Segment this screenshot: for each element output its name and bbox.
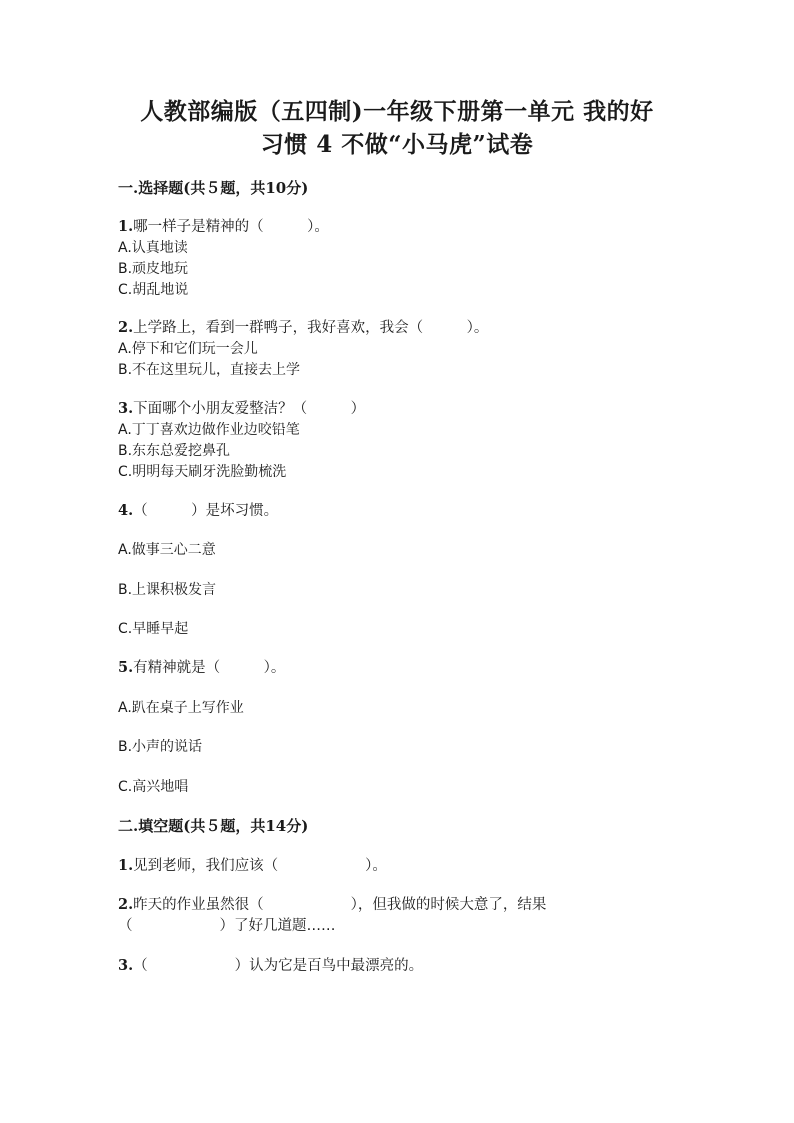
option: C.高兴地唱 <box>118 779 189 795</box>
question-stem <box>118 501 278 521</box>
option: B.不在这里玩儿，直接去上学 <box>118 362 301 378</box>
question-number: 2. <box>118 896 134 913</box>
question-text: 昨天的作业虽然很（ ），但我做的时候大意了，结果 <box>133 897 547 913</box>
option: A.丁丁喜欢边做作业边咬铅笔 <box>118 422 300 438</box>
option: A.认真地读 <box>118 240 188 256</box>
question-stem <box>118 658 285 678</box>
question-text-continued: （ ）了好几道题…… <box>118 918 336 934</box>
question-text: 下面哪个小朋友爱整洁？（ ） <box>133 401 366 417</box>
option: C.明明每天刷牙洗脸勤梳洗 <box>118 464 287 480</box>
option: A.停下和它们玩一会儿 <box>118 341 258 357</box>
option: B.上课积极发言 <box>118 582 217 598</box>
option: C.早睡早起 <box>118 621 189 637</box>
exam-title-line1: 人教部编版（五四制)一年级下册第一单元 我的好 <box>140 98 654 125</box>
question-text: （ ）是坏习惯。 <box>133 503 279 519</box>
option: B.东东总爱挖鼻孔 <box>118 443 231 459</box>
question-stem <box>118 217 329 237</box>
question-text: 上学路上，看到一群鸭子，我好喜欢，我会（ ）。 <box>133 320 489 336</box>
question-stem <box>118 318 488 338</box>
question-stem <box>118 895 546 915</box>
question-number: 2. <box>118 319 134 336</box>
question-number: 3. <box>118 400 134 417</box>
exam-title-line2: 习惯 4 不做“小马虎”试卷 <box>260 131 534 158</box>
question-number: 3. <box>118 957 134 974</box>
question-text: （ ）认为它是百鸟中最漂亮的。 <box>133 958 424 974</box>
question-stem <box>118 399 365 419</box>
question-text: 有精神就是（ ）。 <box>133 660 286 676</box>
question-number: 1. <box>118 857 134 874</box>
question-stem <box>118 856 387 876</box>
option: C.胡乱地说 <box>118 282 189 298</box>
option: B.顽皮地玩 <box>118 261 189 277</box>
option: A.做事三心二意 <box>118 542 216 558</box>
question-text: 见到老师，我们应该（ ）。 <box>133 858 387 874</box>
option: B.小声的说话 <box>118 739 203 755</box>
option: A.趴在桌子上写作业 <box>118 700 244 716</box>
question-text: 哪一样子是精神的（ ）。 <box>133 219 329 235</box>
question-number: 4. <box>118 502 134 519</box>
question-number: 5. <box>118 659 134 676</box>
question-number: 1. <box>118 218 134 235</box>
section-heading: 一.选择题(共５题，共10分) <box>118 179 309 197</box>
section-heading: 二.填空题(共５题，共14分) <box>118 817 309 835</box>
question-stem <box>118 956 423 976</box>
